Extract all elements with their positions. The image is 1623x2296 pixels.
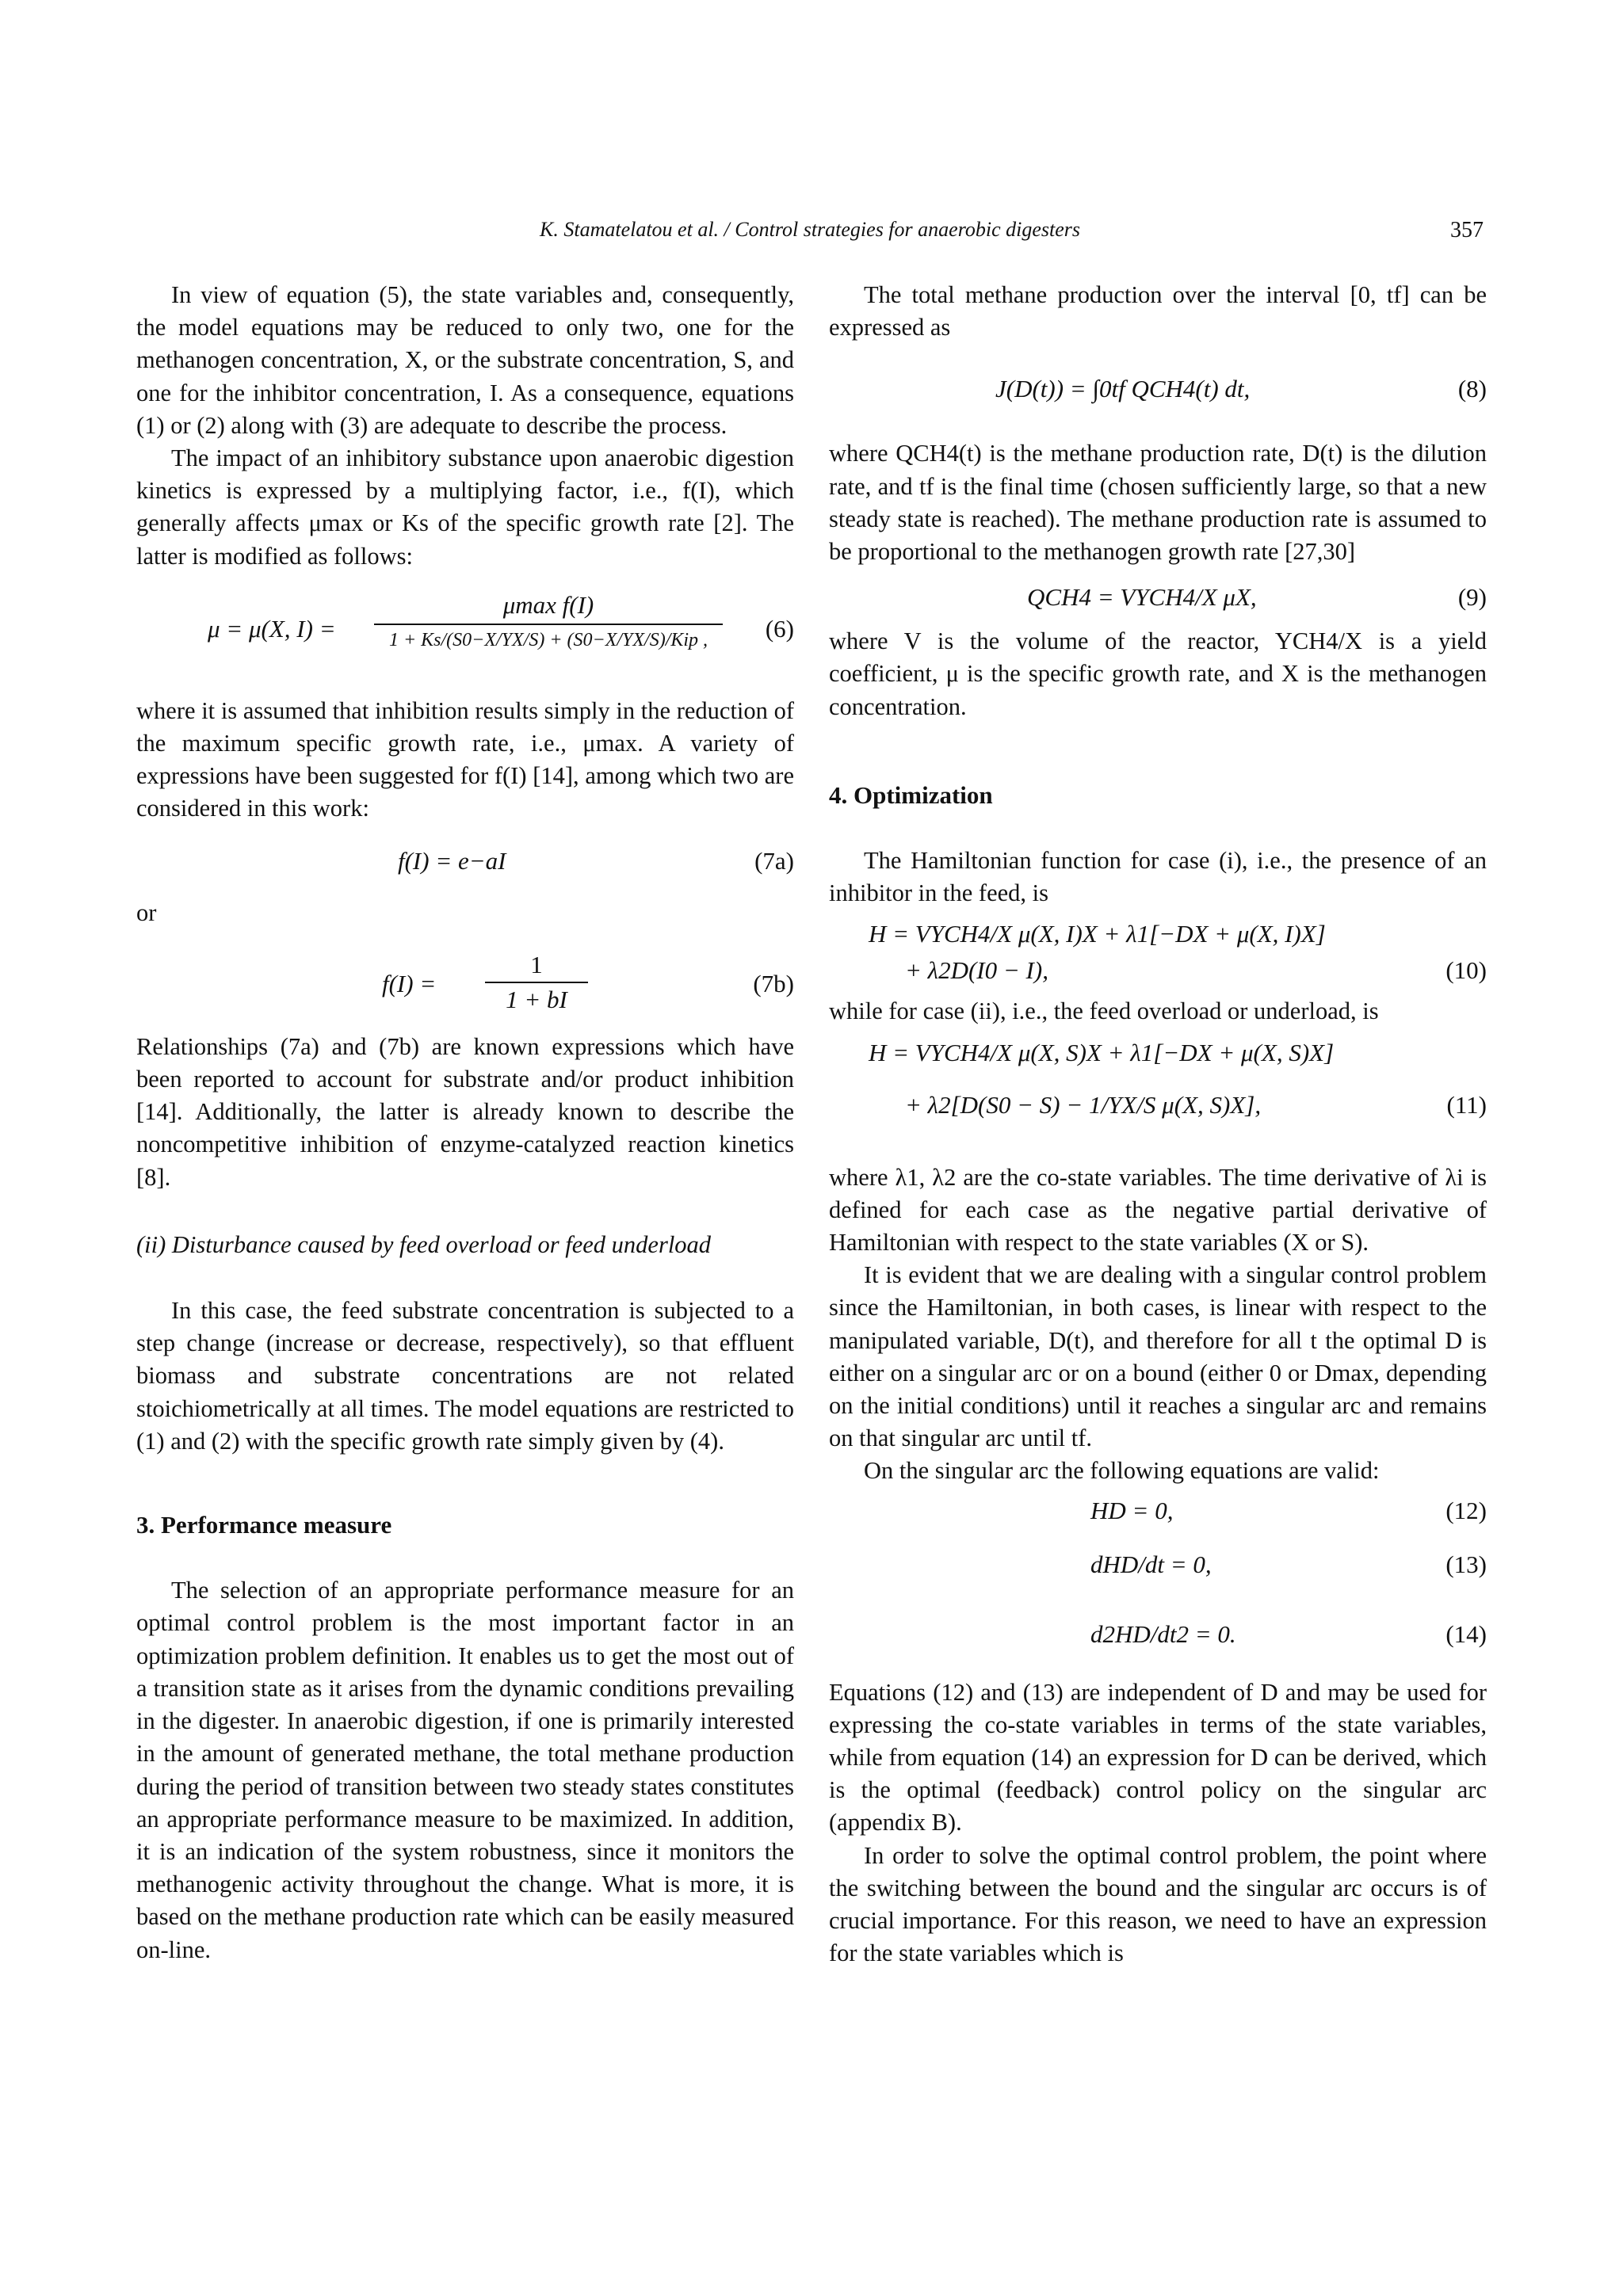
- eq7b-numerator: 1: [485, 948, 588, 983]
- eq11-line1: H = VYCH4/X μ(X, S)X + λ1[−DX + μ(X, S)X]: [869, 1038, 1335, 1066]
- paragraph: where QCH4(t) is the methane production rate, D(t) is the dilution rate, and tf is the final time (chosen sufficiently large, so that a new steady state is reached). The methane production rate is assumed to be proportional to the methanogen growth rate [27,30]: [829, 440, 1487, 566]
- paragraph: It is evident that we are dealing with a singular control problem since the Hamiltonian, in both cases, is linear with respect to the manipulated variable, D(t), and therefore for all t the optimal D is either on a singular arc or on a bound (either 0 or Dmax, depending on the initial conditions) until it reaches a singular arc and remains on that singular arc until tf.: [829, 1261, 1487, 1452]
- eq10-line2: + λ2D(I0 − I),: [905, 956, 1048, 985]
- eq6-lhs: μ = μ(X, I) =: [208, 614, 336, 643]
- equation-7b: [136, 948, 794, 1020]
- eq7b-number: (7b): [753, 969, 794, 997]
- equation-14: [829, 1602, 1487, 1670]
- eq9-body: QCH4 = VYCH4/X μX,: [1027, 583, 1257, 612]
- eq6-fraction: [374, 589, 723, 655]
- eq12-body: HD = 0,: [1090, 1496, 1174, 1524]
- paragraph: In this case, the feed substrate concentration is subjected to a step change (increase or decrease, respectively), so that effluent biomass and substrate concentrations are not related stoichiometrically at all times. The model equations are restricted to (1) and (2) with the specific growth rate simply given by (4).: [136, 1297, 794, 1455]
- eq10-line1: H = VYCH4/X μ(X, I)X + λ1[−DX + μ(X, I)X]: [869, 920, 1326, 948]
- paragraph: Equations (12) and (13) are independent of D and may be used for expressing the co-state variables in terms of the state variables, while from equation (14) an expression for D can be derived, which is the optimal (feedback) control policy on the singular arc (appendix B).: [829, 1678, 1487, 1836]
- eq6-denominator: 1 + Ks/(S0−X/YX/S) + (S0−X/YX/S)/Kip ,: [388, 629, 708, 650]
- equation-11: [829, 1036, 1487, 1155]
- running-title: K. Stamatelatou et al. / Control strategies for anaerobic digesters: [540, 218, 1080, 241]
- equation-9: [829, 581, 1487, 617]
- equation-12: [829, 1494, 1487, 1529]
- page-number: 357: [1450, 218, 1484, 242]
- eq7b-fraction: [485, 948, 588, 1016]
- equation-10: [829, 917, 1487, 990]
- paragraph: where λ1, λ2 are the co-state variables. The time derivative of λi is defined for each case as the negative partial derivative of Hamiltonian with respect to the state variables (X or S).: [829, 1163, 1487, 1257]
- eq14-number: (14): [1445, 1619, 1487, 1648]
- paragraph: Relationships (7a) and (7b) are known expressions which have been reported to account for substrate and/or product inhibition [14]. Additionally, the latter is already known to describe the noncompetitive inhibition of enzyme-catalyzed reaction kinetics [8].: [136, 1032, 794, 1191]
- paragraph: The selection of an appropriate performance measure for an optimal control problem is the most important factor in an optimization problem definition. It enables us to get the most out of a transition state as it arises from the dynamic conditions prevailing in the digester. In anaerobic digestion, if one is primarily interested in the amount of generated methane, the total methane production during the period of transition between two steady states constitutes an appropriate performance measure to be maximized. In addition, it is an indication of the system robustness, since it monitors the methanogenic activity throughout the change. What is more, it is based on the methane production rate which can be easily measured on-line.: [136, 1577, 794, 1963]
- paragraph: On the singular arc the following equations are valid:: [864, 1457, 1380, 1485]
- section-heading-4: 4. Optimization: [829, 780, 993, 809]
- eq12-number: (12): [1445, 1496, 1487, 1524]
- paragraph: where V is the volume of the reactor, YCH4/X is a yield coefficient, μ is the specific growth rate, and X is the methanogen concentration.: [829, 627, 1487, 720]
- equation-6: [136, 589, 794, 684]
- eq11-number: (11): [1446, 1090, 1487, 1119]
- or-word: or: [136, 898, 157, 926]
- eq6-numerator: μmax f(I): [374, 589, 723, 625]
- eq7b-lhs: f(I) =: [382, 969, 437, 997]
- paragraph: where it is assumed that inhibition results simply in the reduction of the maximum specific growth rate, i.e., μmax. A variety of expressions have been suggested for f(I) [14], among which two are considered in this work:: [136, 696, 794, 822]
- paragraph: while for case (ii), i.e., the feed overload or underload, is: [829, 997, 1379, 1025]
- eq11-line2: + λ2[D(S0 − S) − 1/YX/S μ(X, S)X],: [905, 1090, 1262, 1119]
- subsection-heading: (ii) Disturbance caused by feed overload or feed underload: [136, 1230, 712, 1258]
- paragraph: In order to solve the optimal control problem, the point where the switching between the bound and the singular arc occurs is of crucial importance. For this reason, we need to have an expression for the state variables which is: [829, 1841, 1487, 1967]
- paragraph: In view of equation (5), the state variables and, consequently, the model equations may be reduced to only two, one for the methanogen concentration, X, or the substrate concentration, S, and one for the inhibitor concentration, I. As a consequence, equations (1) or (2) along with (3) are adequate to describe the process.: [136, 281, 794, 439]
- eq9-number: (9): [1457, 583, 1487, 612]
- eq7b-denominator: 1 + bI: [506, 985, 567, 1013]
- eq8-number: (8): [1457, 375, 1487, 403]
- eq7a-body: f(I) = e−aI: [398, 846, 506, 875]
- eq7a-number: (7a): [754, 846, 794, 875]
- paragraph: The Hamiltonian function for case (i), i.e., the presence of an inhibitor in the feed, is: [829, 847, 1487, 907]
- eq13-body: dHD/dt = 0,: [1090, 1550, 1212, 1578]
- equation-8: [829, 358, 1487, 426]
- paragraph: The total methane production over the interval [0, tf] can be expressed as: [829, 281, 1487, 341]
- eq10-number: (10): [1445, 956, 1487, 985]
- eq13-number: (13): [1445, 1550, 1487, 1578]
- equation-13: [829, 1534, 1487, 1597]
- eq6-number: (6): [765, 614, 794, 643]
- eq8-body: J(D(t)) = ∫0tf QCH4(t) dt,: [995, 375, 1251, 403]
- eq14-body: d2HD/dt2 = 0.: [1090, 1619, 1236, 1648]
- running-header: [136, 218, 1484, 250]
- section-heading-3: 3. Performance measure: [136, 1511, 392, 1539]
- left-column: [136, 279, 794, 1966]
- paragraph: The impact of an inhibitory substance upon anaerobic digestion kinetics is expressed by a multiplying factor, i.e., f(I), which generally affects μmax or Ks of the specific growth rate [2]. The latter is modified as follows:: [136, 444, 794, 570]
- right-column: [829, 279, 1487, 1970]
- equation-7a: [136, 845, 794, 881]
